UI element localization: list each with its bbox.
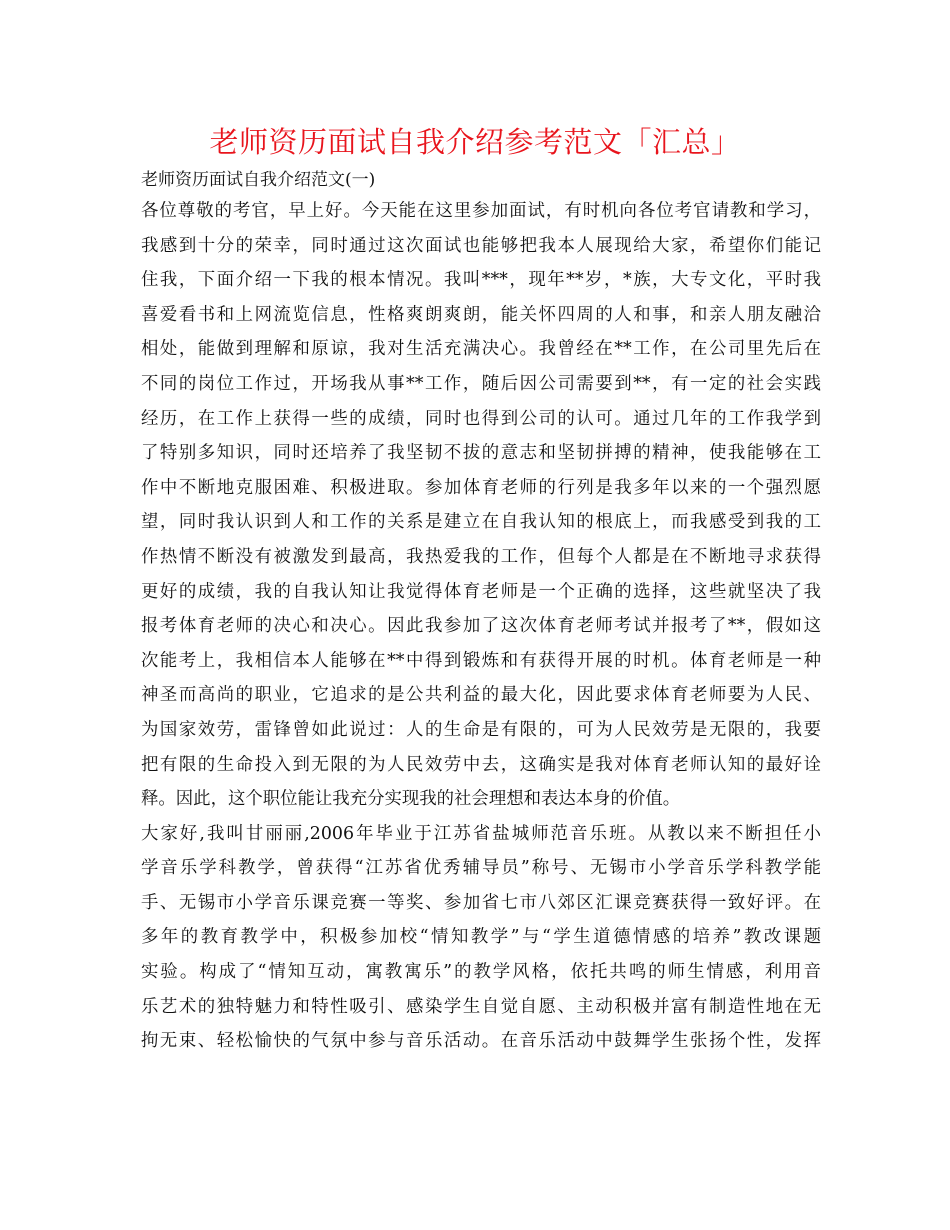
text-line: 释。因此，这个职位能让我充分实现我的社会理想和表达本身的价值。 bbox=[141, 789, 681, 810]
text-line: 报考体育老师的决心和决心。因此我参加了这次体育老师考试并报考了**，假如这 bbox=[141, 616, 821, 637]
text-line: 住我，下面介绍一下我的根本情况。我叫***，现年**岁，*族，大专文化，平时我 bbox=[141, 270, 821, 291]
text-line: 各位尊敬的考官，早上好。今天能在这里参加面试，有时机向各位考官请教和学习， bbox=[141, 201, 821, 221]
text-line: 我感到十分的荣幸，同时通过这次面试也能够把我本人展现给大家，希望你们能记 bbox=[141, 235, 821, 256]
text-line: 手、无锡市小学音乐课竞赛一等奖、参加省七市八郊区汇课竞赛获得一致好评。在 bbox=[141, 892, 821, 913]
text-line: 次能考上，我相信本人能够在**中得到锻炼和有获得开展的时机。体育老师是一种 bbox=[141, 650, 821, 671]
text-line: 经历，在工作上获得一些的成绩，同时也得到公司的认可。通过几年的工作我学到 bbox=[141, 408, 821, 429]
section-heading: 老师资历面试自我介绍范文(一) bbox=[141, 170, 376, 190]
text-line: 神圣而高尚的职业，它追求的是公共利益的最大化，因此要求体育老师要为人民、 bbox=[141, 685, 821, 706]
text-line: 大家好,我叫甘丽丽,2006年毕业于江苏省盐城师范音乐班。从教以来不断担任小 bbox=[141, 823, 821, 844]
text-line: 了特别多知识，同时还培养了我坚韧不拔的意志和坚韧拼搏的精神，使我能够在工 bbox=[141, 443, 821, 464]
text-line: 实验。构成了“情知互动，寓教寓乐”的教学风格，依托共鸣的师生情感，利用音 bbox=[141, 962, 821, 983]
text-line: 望，同时我认识到人和工作的关系是建立在自我认知的根底上，而我感受到我的工 bbox=[141, 512, 821, 533]
text-line: 多年的教育教学中，积极参加校“情知教学”与“学生道德情感的培养”教改课题 bbox=[141, 927, 821, 948]
text-line: 喜爱看书和上网流览信息，性格爽朗爽朗，能关怀四周的人和事，和亲人朋友融洽 bbox=[141, 304, 821, 325]
text-line: 作中不断地克服困难、积极进取。参加体育老师的行列是我多年以来的一个强烈愿 bbox=[141, 477, 821, 498]
text-line: 学音乐学科教学，曾获得“江苏省优秀辅导员”称号、无锡市小学音乐学科教学能 bbox=[141, 858, 821, 879]
text-line: 乐艺术的独特魅力和特性吸引、感染学生自觉自愿、主动积极并富有制造性地在无 bbox=[141, 996, 821, 1017]
text-line: 拘无束、轻松愉快的气氛中参与音乐活动。在音乐活动中鼓舞学生张扬个性，发挥 bbox=[141, 1031, 821, 1052]
text-line: 作热情不断没有被激发到最高，我热爱我的工作，但每个人都是在不断地寻求获得 bbox=[141, 546, 821, 567]
text-line: 把有限的生命投入到无限的为人民效劳中去，这确实是我对体育老师认知的最好诠 bbox=[141, 754, 821, 775]
text-line: 更好的成绩，我的自我认知让我觉得体育老师是一个正确的选择，这些就坚决了我 bbox=[141, 581, 821, 602]
document-body bbox=[141, 194, 821, 1059]
document-title: 老师资历面试自我介绍参考范文「汇总」 bbox=[209, 125, 741, 159]
text-line: 相处，能做到理解和原谅，我对生活充满决心。我曾经在**工作，在公司里先后在 bbox=[141, 339, 821, 360]
text-line: 不同的岗位工作过，开场我从事**工作，随后因公司需要到**，有一定的社会实践 bbox=[141, 373, 821, 394]
text-line: 为国家效劳，雷锋曾如此说过：人的生命是有限的，可为人民效劳是无限的，我要 bbox=[141, 719, 821, 740]
